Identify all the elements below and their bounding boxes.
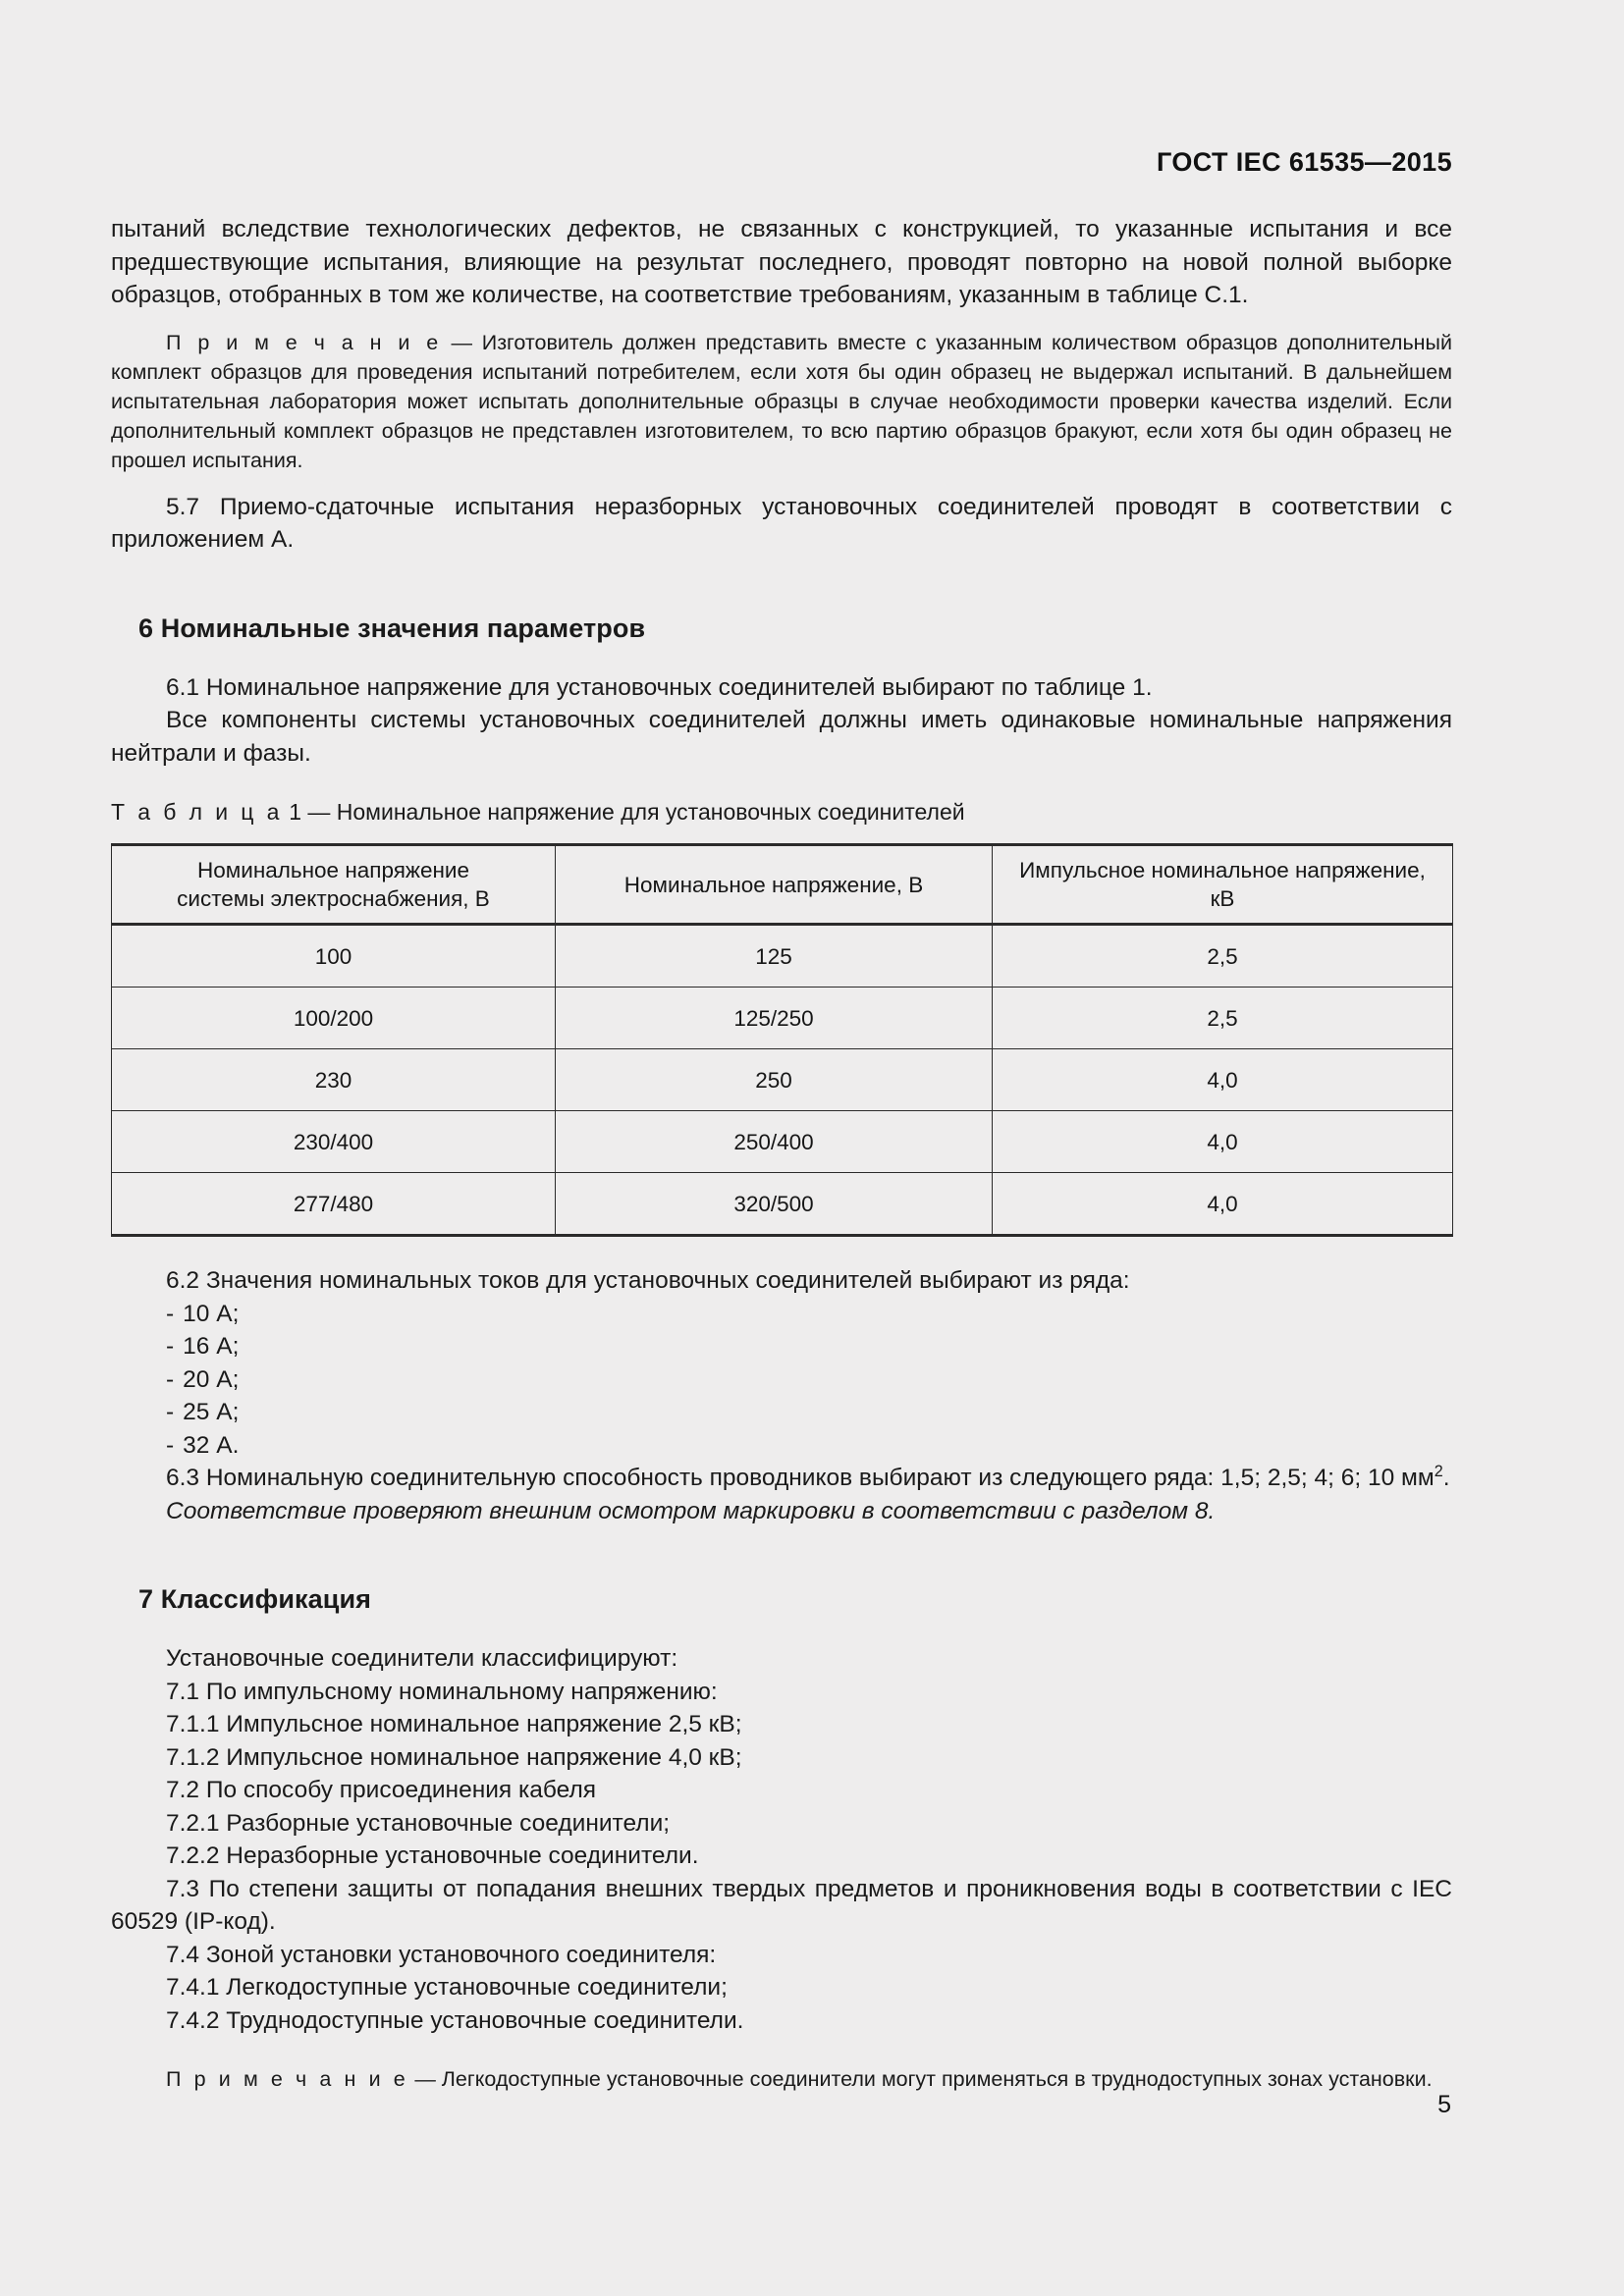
section-6-heading: 6 Номинальные значения параметров xyxy=(138,613,646,643)
table-cell: 125 xyxy=(556,925,993,988)
list-item xyxy=(111,1298,1452,1331)
list-item-label: 10 А; xyxy=(183,1300,240,1327)
clause-7-4: 7.4 Зоной установки установочного соединителя: xyxy=(166,1941,717,1968)
clause-7-2-1: 7.2.1 Разборные установочные соединители; xyxy=(166,1809,671,1837)
clause-6-1-b: Все компоненты системы установочных соединителей должны иметь одинаковые номинальные напряжения нейтрали и фазы. xyxy=(111,707,1452,767)
clause-5-7: 5.7 Приемо-сдаточные испытания неразборных установочных соединителей проводят в соответствии с приложением А. xyxy=(111,493,1452,553)
table-cell: 250 xyxy=(556,1049,993,1111)
table-cell: 100/200 xyxy=(112,988,556,1049)
table-caption-number: 1 xyxy=(289,799,301,825)
note-block-1 xyxy=(111,328,1452,475)
table-caption-dash: — xyxy=(307,799,331,825)
table-header-cell-2: Номинальное напряжение, В xyxy=(556,845,993,925)
note-label-1: П р и м е ч а н и е xyxy=(166,330,442,354)
clause-7-4-1: 7.4.1 Легкодоступные установочные соединители; xyxy=(166,1974,728,2001)
table-cell: 277/480 xyxy=(112,1173,556,1236)
table-cell: 4,0 xyxy=(993,1173,1453,1236)
table-row xyxy=(112,1111,1453,1173)
list-item xyxy=(111,1363,1452,1397)
list-item-label: 25 А; xyxy=(183,1399,240,1425)
table-cell: 250/400 xyxy=(556,1111,993,1173)
header-1-line-2: системы электроснабжения, В xyxy=(177,886,490,911)
standard-header: ГОСТ IEC 61535—2015 xyxy=(1156,147,1452,177)
clause-7-1: 7.1 По импульсному номинальному напряжению: xyxy=(166,1678,718,1705)
clause-7-2-2: 7.2.2 Неразборные установочные соединители. xyxy=(166,1842,699,1869)
table-cell: 4,0 xyxy=(993,1111,1453,1173)
header-3-line-2: кВ xyxy=(1210,886,1235,911)
clause-6-3 xyxy=(111,1462,1452,1495)
list-item xyxy=(111,1429,1452,1463)
table-cell: 4,0 xyxy=(993,1049,1453,1111)
clause-6-1: 6.1 Номинальное напряжение для установочных соединителей выбирают по таблице 1. xyxy=(166,673,1153,701)
table-cell: 320/500 xyxy=(556,1173,993,1236)
page-number: 5 xyxy=(1437,2091,1451,2118)
section-7-heading: 7 Классификация xyxy=(138,1584,371,1614)
dash-marker: - xyxy=(166,1333,175,1360)
list-item-label: 20 А; xyxy=(183,1365,240,1393)
table-row xyxy=(112,1049,1453,1111)
list-item xyxy=(111,1330,1452,1363)
note-text-2: Легкодоступные установочные соединители могут применяться в труднодоступных зонах установки. xyxy=(441,2067,1433,2091)
clause-6-3-superscript: 2 xyxy=(1434,1462,1443,1480)
note-block-2 xyxy=(111,2064,1452,2094)
clause-7-2: 7.2 По способу присоединения кабеля xyxy=(166,1777,597,1803)
dash-marker: - xyxy=(166,1431,175,1459)
clause-6-3-tail: . xyxy=(1442,1465,1450,1491)
header-1-line-1: Номинальное напряжение xyxy=(197,858,469,882)
table-header-row xyxy=(112,845,1453,925)
table-cell: 125/250 xyxy=(556,988,993,1049)
table-row xyxy=(112,988,1453,1049)
list-item-label: 16 А; xyxy=(183,1333,240,1360)
dash-marker: - xyxy=(166,1399,175,1425)
table-header-cell-1 xyxy=(112,845,556,925)
section-7-intro: Установочные соединители классифицируют: xyxy=(166,1645,678,1672)
page-content xyxy=(111,0,1452,2094)
table-header-cell-3 xyxy=(993,845,1453,925)
clause-7-4-2: 7.4.2 Труднодоступные установочные соединители. xyxy=(166,2006,744,2034)
table-cell: 230 xyxy=(112,1049,556,1111)
header-3-line-1: Импульсное номинальное напряжение, xyxy=(1019,858,1426,882)
list-item xyxy=(111,1396,1452,1429)
note-text-1: Изготовитель должен представить вместе с указанным количеством образцов дополнительный комплект образцов для проведения испытаний потребителем, если хотя бы один образец не выдержал испытаний. В дальнейшем испытательная лаборатория может испытать дополнительные образцы в случае необходимости проверки качества изделий. Если дополнительный комплект образцов не представлен изготовителем, то всю партию образцов бракуют, если хотя бы один образец не прошел испытания. xyxy=(111,330,1452,472)
table-cell: 230/400 xyxy=(112,1111,556,1173)
clause-7-3: 7.3 По степени защиты от попадания внешних твердых предметов и проникновения воды в соответствии с IEC 60529 (IP-код). xyxy=(111,1875,1452,1935)
clause-7-1-2: 7.1.2 Импульсное номинальное напряжение 4,0 кВ; xyxy=(166,1743,742,1771)
table-caption-text: Номинальное напряжение для установочных соединителей xyxy=(336,799,965,825)
note-dash-2: — xyxy=(414,2067,436,2091)
clause-6-3-text: 6.3 Номинальную соединительную способность проводников выбирают из следующего ряда: 1,5; 2,5; 4; 6; 10 мм xyxy=(166,1465,1435,1491)
paragraph-continued: пытаний вследствие технологических дефектов, не связанных с конструкцией, то указанные испытания и все предшествующие испытания, влияющие на результат последнего, проводят повторно на новой полной выборке образцов, отобранных в том же количестве, на соответствие требованиям, указанным в таблице С.1. xyxy=(111,216,1452,308)
table-row xyxy=(112,925,1453,988)
conformity-note: Соответствие проверяют внешним осмотром маркировки в соответствии с разделом 8. xyxy=(166,1497,1216,1524)
note-dash-1: — xyxy=(451,330,473,354)
dash-marker: - xyxy=(166,1300,175,1327)
table-cell: 2,5 xyxy=(993,988,1453,1049)
clause-6-2: 6.2 Значения номинальных токов для установочных соединителей выбирают из ряда: xyxy=(166,1267,1130,1294)
body-text-block xyxy=(111,213,1452,557)
table-cell: 100 xyxy=(112,925,556,988)
note-label-2: П р и м е ч а н и е xyxy=(166,2067,409,2091)
list-item-label: 32 А. xyxy=(183,1431,240,1459)
table-cell: 2,5 xyxy=(993,925,1453,988)
current-values-list xyxy=(111,1298,1452,1463)
table-caption-label: Т а б л и ц а xyxy=(111,799,283,825)
clause-7-1-1: 7.1.1 Импульсное номинальное напряжение 2,5 кВ; xyxy=(166,1711,742,1737)
table-nominal-voltage xyxy=(111,843,1453,1237)
table-1-caption xyxy=(111,797,1452,827)
table-row xyxy=(112,1173,1453,1236)
dash-marker: - xyxy=(166,1365,175,1393)
